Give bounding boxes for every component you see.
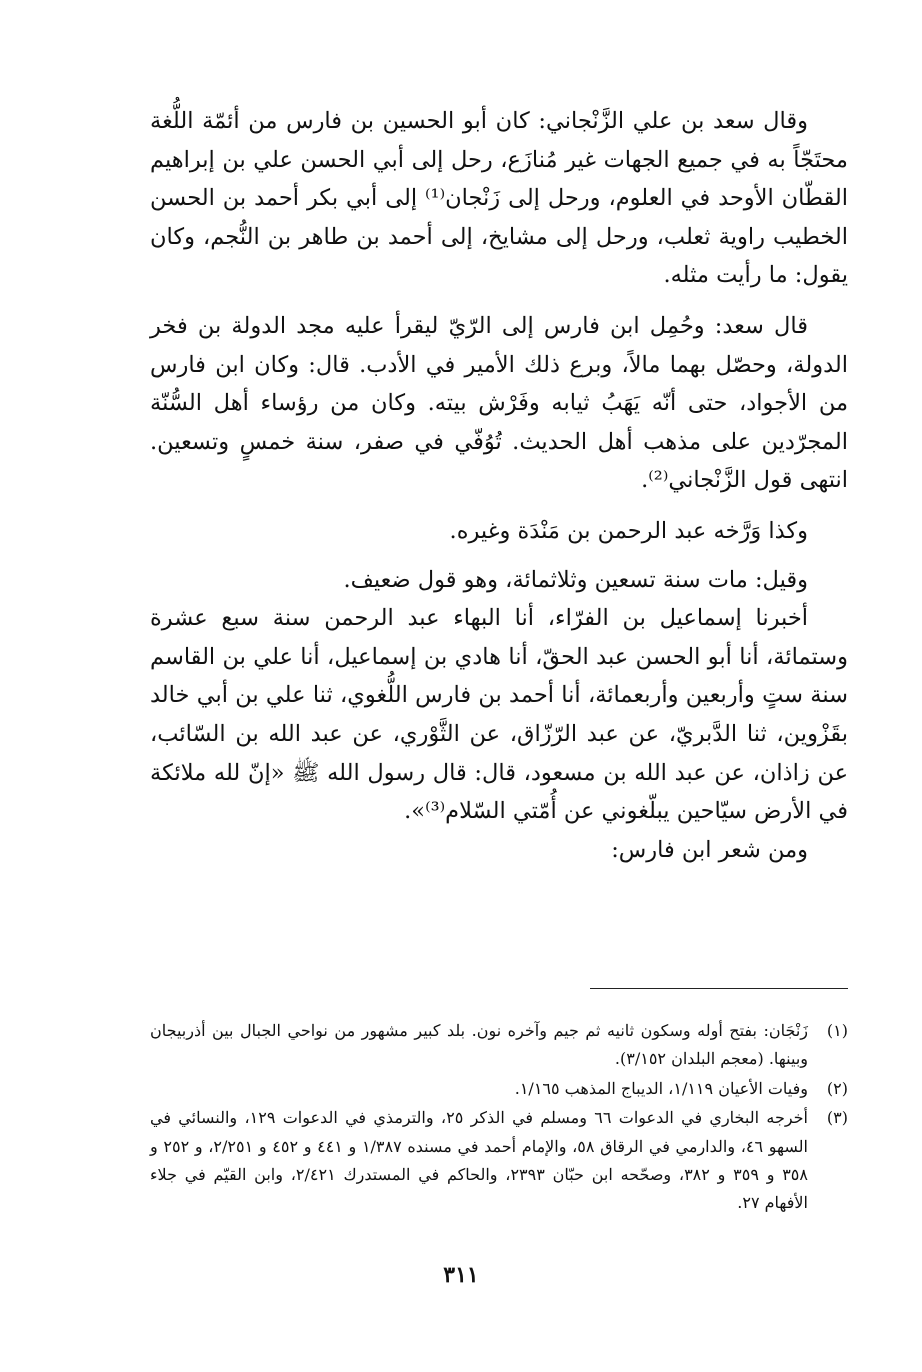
paragraph-death-year: وقيل: مات سنة تسعين وثلاثمائة، وهو قول ضعيف. xyxy=(343,566,808,593)
paragraph-zanjani-quote: وقال سعد بن علي الزَّنْجاني: كان أبو الحسين بن فارس من أئمّة اللُّغة محتَجّاً به في جميع الجهات غير مُنازَع، رحل إلى أبي الحسن علي بن إبراهيم القطّان الأوحد في العلوم، ورحل إلى زَنْجان⁽¹⁾ إلى أبي بكر أحمد بن الحسن الخطيب راوية ثعلب، ورحل إلى مشايخ، إلى أحمد بن طاهر بن النُّجم، وكان يقول: ما رأيت مثله. xyxy=(150,108,848,289)
footnotes xyxy=(150,1017,848,1219)
footnote-marker: (٣) xyxy=(826,1108,848,1128)
paragraph-saad-report: قال سعد: وحُمِل ابن فارس إلى الرّيّ ليقرأ عليه مجد الدولة بن فخر الدولة، وحصّل بهما مالاً، وبرع ذلك الأمير في الأدب. قال: وكان ابن فارس من الأجواد، حتى أنّه يَهَبُ ثيابه وفَرْش بيته. وكان من رؤساء أهل السُّنّة المجرّدين على مذهب أهل الحديث. تُوُفّي في صفر، سنة خمسٍ وتسعين. انتهى قول الزَّنْجاني⁽²⁾. xyxy=(150,312,848,494)
paragraph-ibn-manda: وكذا وَرَّخه عبد الرحمن بن مَنْدَة وغيره. xyxy=(449,517,808,544)
footnote-2 xyxy=(150,1075,848,1103)
footnote-marker: (١) xyxy=(826,1021,848,1040)
footnote-text: أخرجه البخاري في الدعوات ٦٦ ومسلم في الذكر ٢٥، والترمذي في الدعوات ١٢٩، والنسائي في السهو ٤٦، والدارمي في الرقاق ٥٨، والإمام أحمد في مسنده ١/٣٨٧ و ٤٤١ و ٤٥٢ و ٢/٢٥١، و ٢٥٢ و ٣٥٨ و ٣٥٩ و ٣٨٢، وصحّحه ابن حبّان ٢٣٩٣، والحاكم في المستدرك ٢/٤٢١، وابن القيّم في جلاء الأفهام ٢٧. xyxy=(150,1108,808,1213)
footnote-marker: (٢) xyxy=(826,1078,848,1098)
footnote-3 xyxy=(150,1104,848,1218)
footnote-text: زَنْجَان: بفتح أوله وسكون ثانيه ثم جيم وآخره نون. بلد كبير مشهور من نواحي الجبال بين أذربيجان وبينها. (معجم البلدان ٣/١٥٢). xyxy=(150,1021,808,1069)
footnote-1 xyxy=(150,1017,848,1074)
paragraph-poetry-intro: ومن شعر ابن فارس: xyxy=(611,836,808,863)
paragraph-hadith-chain: أخبرنا إسماعيل بن الفرّاء، أنا البهاء عبد الرحمن سنة سبع عشرة وستمائة، أنا أبو الحسن عبد الحقّ، أنا هادي بن إسماعيل، أنا علي بن القاسم سنة ستٍ وأربعين وأربعمائة، أنا أحمد بن فارس اللُّغوي، ثنا علي بن أبي خالد بقَزْوين، ثنا الدَّبريّ، عن عبد الرّزّاق، عن الثَّوْري، عن عبد الله بن السّائب، عن زاذان، عن عبد الله بن مسعود، قال: قال رسول الله ﷺ «إنّ لله ملائكة في الأرض سيّاحين يبلّغوني عن أُمّتي السّلام⁽³⁾». xyxy=(150,605,848,825)
page-number: ٣١١ xyxy=(443,1262,479,1288)
main-text xyxy=(150,102,848,869)
footnote-separator xyxy=(590,988,848,989)
footnote-text: وفيات الأعيان ١/١١٩، الديباج المذهب ١/١٦٥. xyxy=(514,1078,808,1098)
